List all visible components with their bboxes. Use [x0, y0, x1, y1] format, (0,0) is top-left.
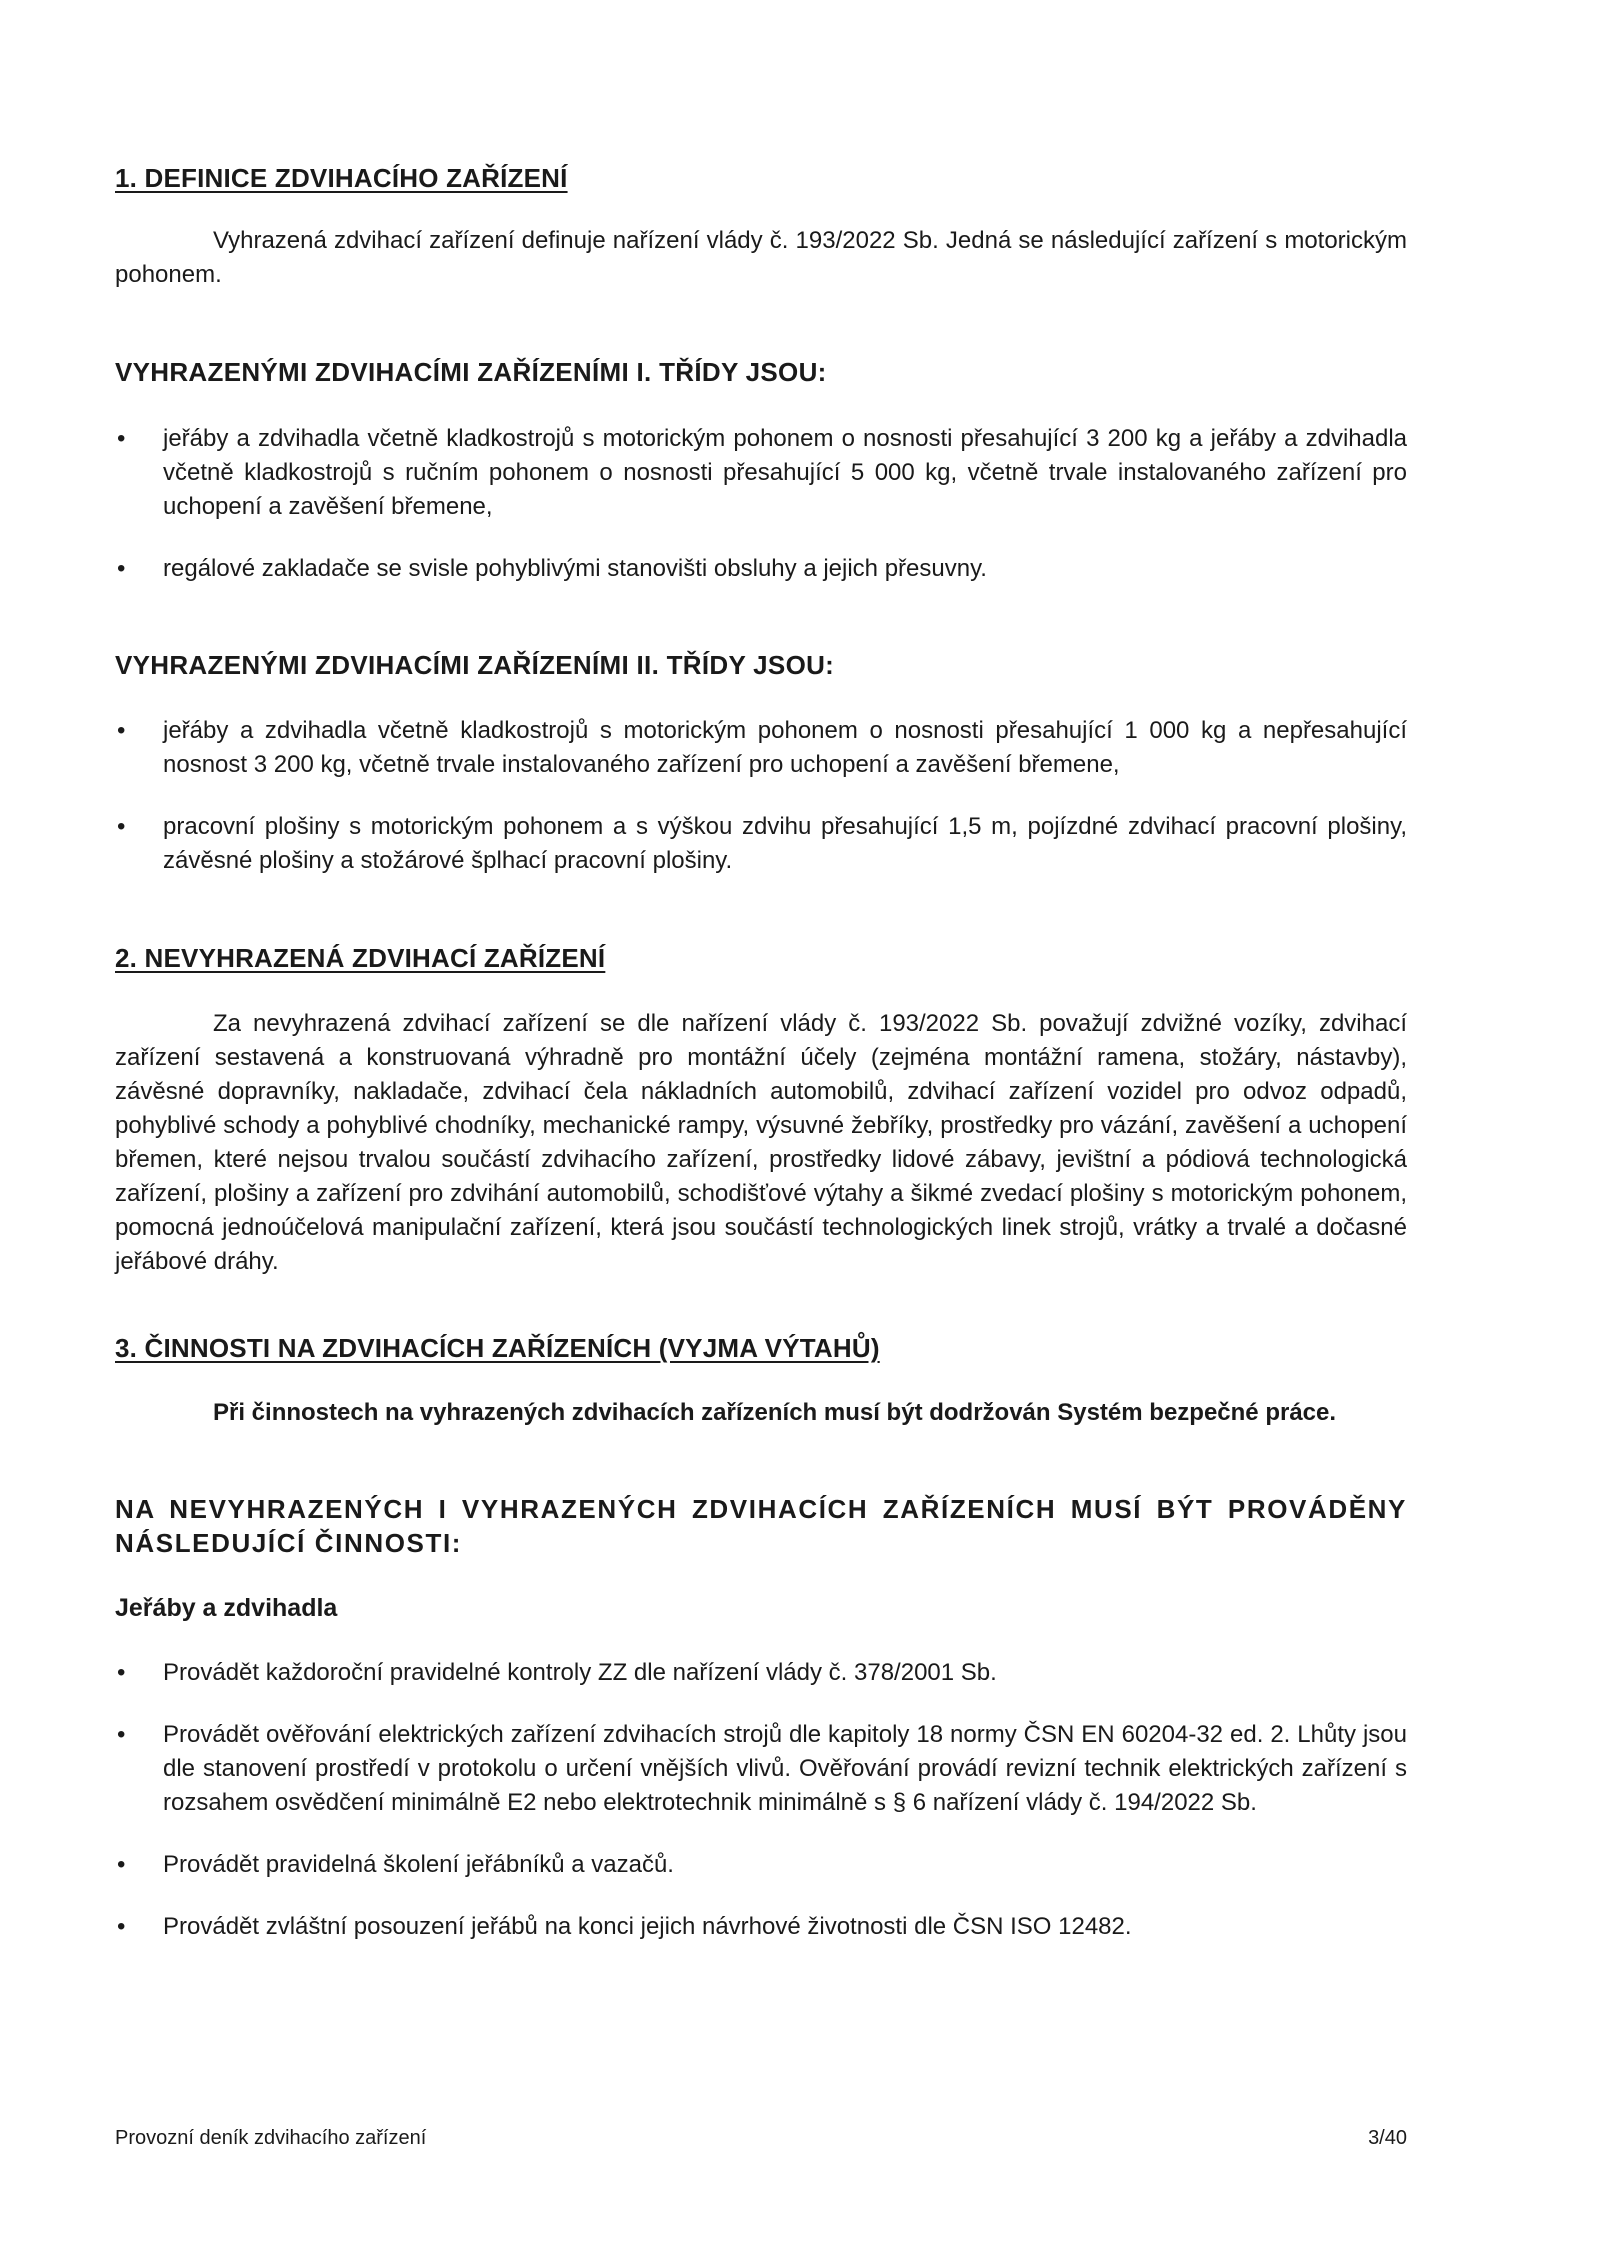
section-1-paragraph: Vyhrazená zdvihací zařízení definuje nařízení vlády č. 193/2022 Sb. Jedná se následující zařízení s motorickým pohonem. [115, 227, 1407, 288]
section-3-title: 3. ČINNOSTI NA ZDVIHACÍCH ZAŘÍZENÍCH (VYJMA VÝTAHŮ) [115, 1333, 880, 1363]
list-item [115, 1910, 1407, 1944]
list-item [115, 714, 1407, 782]
section-2-title: 2. NEVYHRAZENÁ ZDVIHACÍ ZAŘÍZENÍ [115, 943, 606, 973]
bullet-icon: • [117, 717, 126, 744]
class-2-heading: VYHRAZENÝMI ZDVIHACÍMI ZAŘÍZENÍMI II. TŘÍDY JSOU: [115, 650, 835, 680]
class-1-list [115, 422, 1407, 586]
list-item [115, 1656, 1407, 1690]
list-item-text: Provádět každoroční pravidelné kontroly ZZ dle nařízení vlády č. 378/2001 Sb. [163, 1659, 997, 1686]
activities-list [115, 1656, 1407, 1944]
bullet-icon: • [117, 555, 126, 582]
bullet-icon: • [117, 425, 126, 452]
section-1-title: 1. DEFINICE ZDVIHACÍHO ZAŘÍZENÍ [115, 163, 568, 193]
bullet-icon: • [117, 813, 126, 840]
safety-notice: Při činnostech na vyhrazených zdvihacích zařízeních musí být dodržován Systém bezpečné práce. [213, 1399, 1337, 1426]
list-item [115, 1848, 1407, 1882]
bullet-icon: • [117, 1851, 126, 1878]
bullet-icon: • [117, 1659, 126, 1686]
bullet-icon: • [117, 1913, 126, 1940]
cranes-subheading: Jeřáby a zdvihadla [115, 1594, 338, 1622]
list-item-text: Provádět ověřování elektrických zařízení zdvihacích strojů dle kapitoly 18 normy ČSN EN 60204-32 ed. 2. Lhůty jsou dle stanovení prostředí v protokolu o určení vnějších vlivů. Ověřování provádí revizní technik elektrických zařízení s rozsahem osvědčení minimálně E2 nebo elektrotechnik minimálně s § 6 nařízení vlády č. 194/2022 Sb. [163, 1721, 1407, 1816]
section-2-paragraph: Za nevyhrazená zdvihací zařízení se dle nařízení vlády č. 193/2022 Sb. považují zdvižné vozíky, zdvihací zařízení sestavená a konstruovaná výhradně pro montážní účely (zejména montážní ramena, stožáry, nástavby), závěsné dopravníky, nakladače, zdvihací čela nákladních automobilů, zdvihací zařízení vozidel pro odvoz odpadů, pohyblivé schody a pohyblivé chodníky, mechanické rampy, výsuvné žebříky, prostředky pro vázání, zavěšení a uchopení břemen, které nejsou trvalou součástí zdvihacího zařízení, prostředky lidové zábavy, jevištní a pódiová technologická zařízení, plošiny a zařízení pro zdvihání automobilů, schodišťové výtahy a šikmé zvedací plošiny s motorickým pohonem, pomocná jednoúčelová manipulační zařízení, která jsou součástí technologických linek strojů, vrátky a trvalé a dočasné jeřábové dráhy. [115, 1010, 1407, 1275]
list-item [115, 810, 1407, 878]
list-item-text: regálové zakladače se svisle pohyblivými stanovišti obsluhy a jejich přesuvny. [163, 555, 987, 582]
footer-document-title: Provozní deník zdvihacího zařízení [115, 2127, 427, 2149]
class-2-list [115, 714, 1407, 878]
list-item-text: jeřáby a zdvihadla včetně kladkostrojů s motorickým pohonem o nosnosti přesahující 3 200 kg a jeřáby a zdvihadla včetně kladkostrojů s ručním pohonem o nosnosti přesahující 5 000 kg, včetně trvale instalovaného zařízení pro uchopení a zavěšení břemene, [163, 425, 1407, 520]
list-item-text: jeřáby a zdvihadla včetně kladkostrojů s motorickým pohonem o nosnosti přesahující 1 000 kg a nepřesahující nosnost 3 200 kg, včetně trvale instalovaného zařízení pro uchopení a zavěšení břemene, [163, 717, 1407, 778]
list-item-text: pracovní plošiny s motorickým pohonem a s výškou zdvihu přesahující 1,5 m, pojízdné zdvihací pracovní plošiny, závěsné plošiny a stožárové šplhací pracovní plošiny. [163, 813, 1407, 874]
list-item [115, 552, 1407, 586]
list-item [115, 422, 1407, 524]
footer-page-number: 3/40 [1368, 2127, 1407, 2149]
list-item-text: Provádět zvláštní posouzení jeřábů na konci jejich návrhové životnosti dle ČSN ISO 12482. [163, 1913, 1132, 1940]
bullet-icon: • [117, 1721, 126, 1748]
list-item [115, 1718, 1407, 1820]
activities-heading: NA NEVYHRAZENÝCH I VYHRAZENÝCH ZDVIHACÍCH ZAŘÍZENÍCH MUSÍ BÝT PROVÁDĚNY NÁSLEDUJÍCÍ ČINNOSTI: [115, 1494, 1407, 1558]
list-item-text: Provádět pravidelná školení jeřábníků a vazačů. [163, 1851, 674, 1878]
class-1-heading: VYHRAZENÝMI ZDVIHACÍMI ZAŘÍZENÍMI I. TŘÍDY JSOU: [115, 357, 827, 387]
